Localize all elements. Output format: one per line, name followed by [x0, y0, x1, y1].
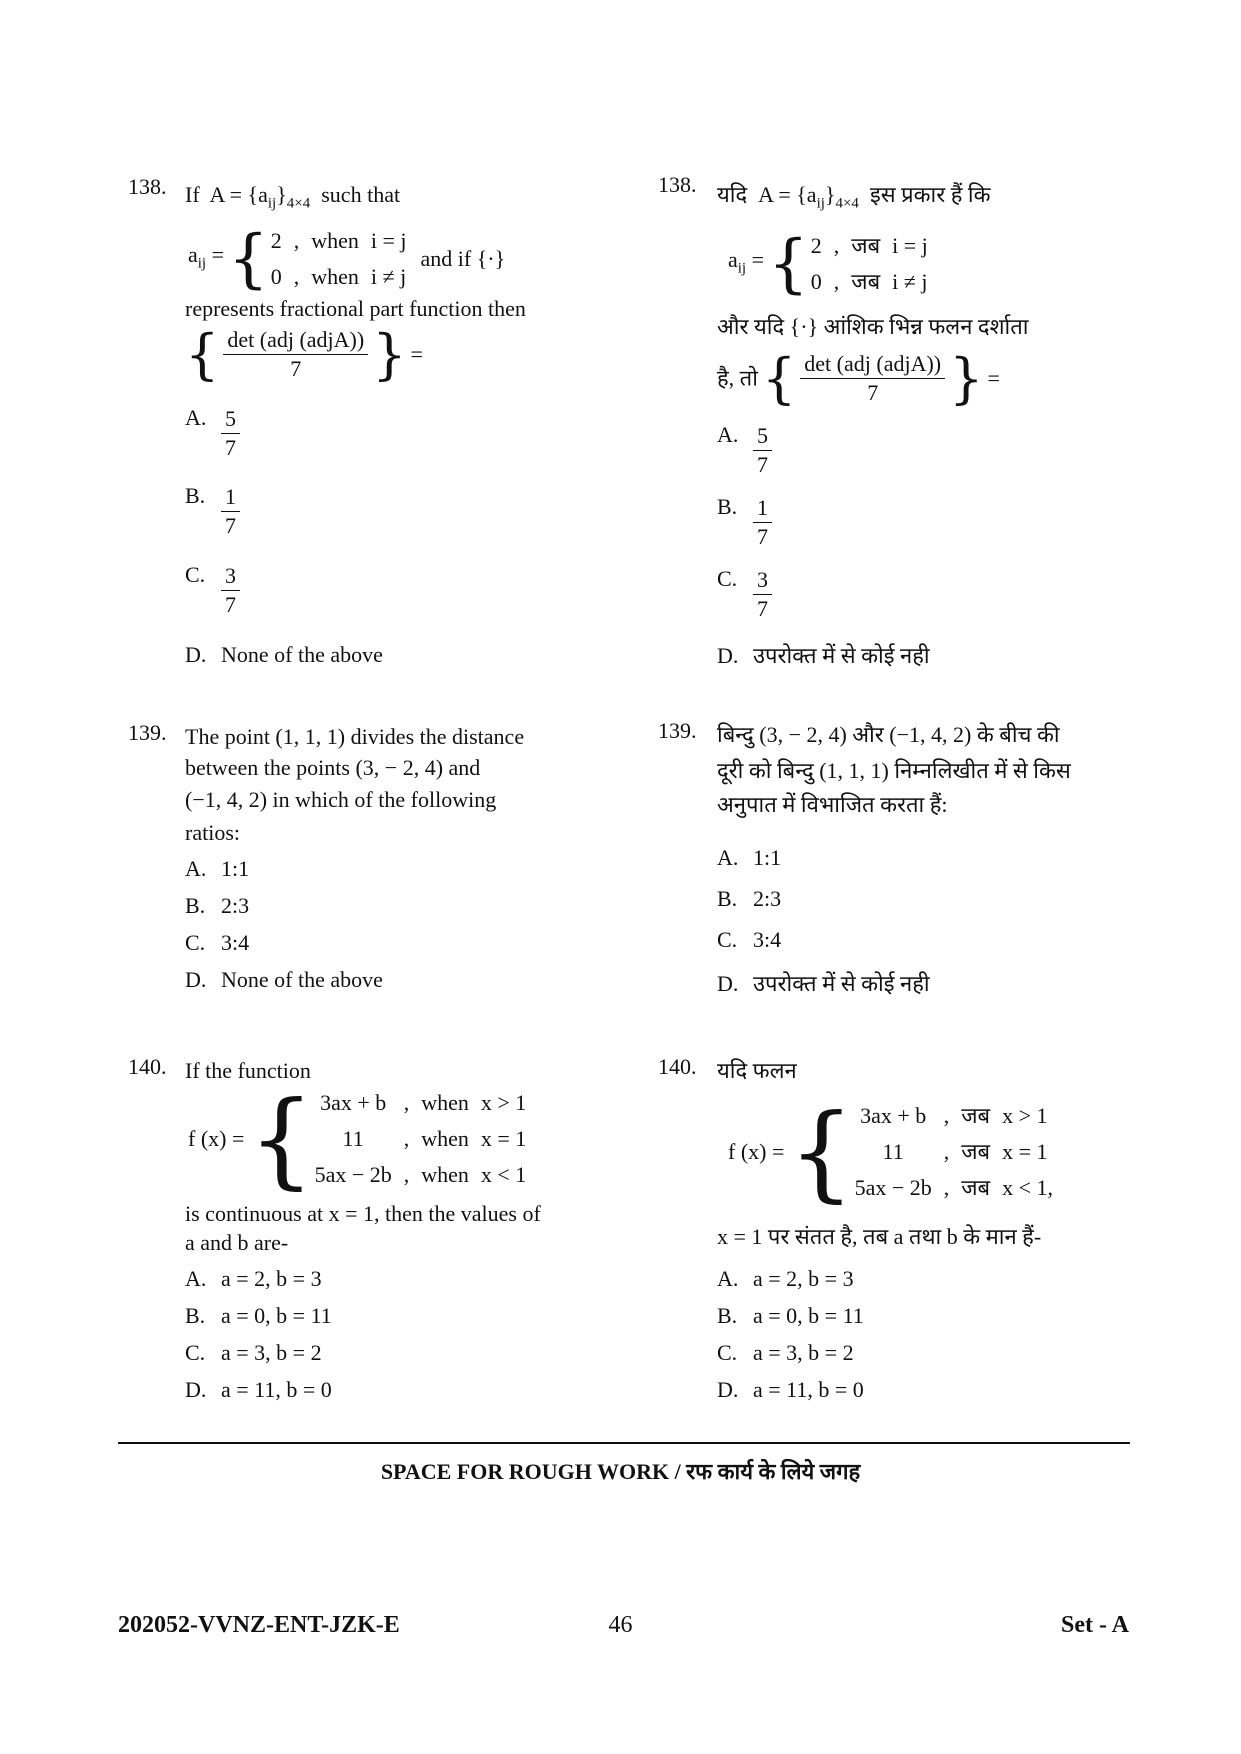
option-label: D. — [717, 971, 739, 996]
divider — [118, 1442, 1130, 1444]
subscript: ij — [197, 255, 207, 272]
option-text: 2:3 — [753, 886, 782, 911]
q140-hi-intro: यदि फलन — [717, 1058, 797, 1083]
option-text: उपरोक्त में से कोई नही — [753, 643, 930, 668]
option-d — [185, 967, 383, 993]
option-text: 1:1 — [221, 856, 250, 881]
option-c — [717, 927, 781, 953]
option-label: B. — [185, 483, 206, 508]
q139-en-line3: (−1, 4, 2) in which of the following — [185, 787, 497, 812]
text: } — [276, 182, 287, 207]
text: है, तो — [717, 365, 758, 391]
option-d — [717, 968, 930, 998]
left-brace: { — [768, 227, 809, 301]
option-d — [185, 1377, 332, 1403]
case-comma: , — [943, 1175, 950, 1200]
left-brace: { — [185, 322, 220, 386]
option-c — [185, 562, 240, 619]
denominator: 7 — [225, 513, 236, 538]
question-number: 139. — [128, 720, 167, 745]
option-text: a = 0, b = 11 — [753, 1303, 864, 1328]
case-cond: i = j — [892, 233, 928, 258]
option-c — [717, 1340, 854, 1366]
q140-en-intro: If the function — [185, 1058, 311, 1083]
q140-hi-piecewise — [728, 1091, 1063, 1213]
q140-en-piecewise — [188, 1078, 536, 1200]
option-a — [717, 422, 772, 479]
option-b — [185, 483, 240, 540]
option-label: B. — [717, 494, 738, 519]
option-d — [717, 640, 930, 670]
case-expr: 11 — [342, 1126, 364, 1151]
case-cond: x < 1 — [480, 1162, 527, 1187]
option-text: a = 0, b = 11 — [221, 1303, 332, 1328]
option-b — [185, 893, 249, 919]
cases-table: 2 , जब i = j 0 , जब i ≠ j — [809, 228, 938, 300]
numerator: 1 — [221, 483, 240, 512]
option-b — [717, 494, 772, 551]
option-label: D. — [717, 1377, 739, 1402]
fraction — [223, 326, 368, 383]
footer-code: 202052-VVNZ-ENT-JZK-E — [118, 1612, 400, 1638]
option-text: a = 3, b = 2 — [221, 1340, 322, 1365]
numerator: det (adj (adjA)) — [223, 326, 368, 355]
option-a — [185, 1266, 322, 1292]
option-label: C. — [185, 1340, 206, 1365]
option-label: B. — [185, 1303, 206, 1328]
q138-en-piecewise: $a_{ij}$ = { 2 , when i = j 0 , when i ≠ j and if {·} — [188, 222, 506, 296]
numerator: 1 — [753, 494, 772, 523]
text: {a — [247, 182, 268, 207]
option-c — [185, 930, 249, 956]
option-label: A. — [185, 405, 207, 430]
subscript: ij — [816, 195, 825, 212]
case-word: जब — [961, 1139, 991, 1164]
option-label: C. — [717, 1340, 738, 1365]
option-text: a = 11, b = 0 — [221, 1377, 332, 1402]
option-text: 3:4 — [753, 927, 782, 952]
option-a — [185, 405, 240, 462]
option-a — [717, 1266, 854, 1292]
case-comma: , — [403, 1162, 410, 1187]
numerator: 5 — [221, 405, 240, 434]
option-label: B. — [717, 886, 738, 911]
cases-table — [313, 1085, 537, 1193]
case-expr: 11 — [882, 1139, 904, 1164]
option-b — [185, 1303, 332, 1329]
case-value: 2 — [270, 228, 282, 253]
q139-hi-line1: बिन्दु (3, − 2, 4) और (−1, 4, 2) के बीच की — [717, 722, 1060, 747]
option-d — [717, 1377, 864, 1403]
case-cond: x = 1 — [480, 1126, 527, 1151]
case-expr: 3ax + b — [320, 1090, 387, 1115]
numerator: 3 — [753, 566, 772, 595]
option-text: 2:3 — [221, 893, 250, 918]
case-word: when — [311, 264, 359, 289]
denominator: 7 — [757, 452, 768, 477]
text: and if {·} — [420, 246, 506, 271]
text: यदि — [717, 182, 748, 207]
q138-hi-piecewise: $a_{ij}$ = { 2 , जब i = j 0 , जब i ≠ j — [728, 228, 938, 300]
option-text: 3:4 — [221, 930, 250, 955]
text: इस प्रकार हैं कि — [869, 182, 991, 207]
case-cond: x = 1 — [1002, 1139, 1048, 1164]
option-label: D. — [185, 967, 207, 992]
text: f (x) = — [728, 1139, 785, 1164]
left-brace: { — [788, 1091, 855, 1213]
numerator: 5 — [753, 422, 772, 451]
denominator: 7 — [757, 596, 768, 621]
q139-en-line2: between the points (3, − 2, 4) and — [185, 755, 481, 780]
subscript: ij — [737, 260, 747, 277]
left-brace: { — [761, 346, 797, 410]
case-word: when — [421, 1126, 469, 1151]
q139-en-line1: The point (1, 1, 1) divides the distance — [185, 724, 525, 749]
option-label: B. — [717, 1303, 738, 1328]
question-number: 140. — [658, 1054, 697, 1079]
question-number: 138. — [658, 172, 697, 197]
numerator: det (adj (adjA)) — [800, 350, 945, 379]
q139-hi-line3: अनुपात में विभाजित करता हैं: — [717, 792, 948, 817]
footer-set: Set - A — [1061, 1612, 1129, 1638]
q138-hi-line2: और यदि {·} आंशिक भिन्न फलन दर्शाता — [717, 314, 1029, 339]
page-number: 46 — [608, 1612, 633, 1638]
denominator: 7 — [867, 380, 879, 405]
q138-en-represents: represents fractional part function then — [185, 296, 526, 321]
text: A = — [758, 182, 791, 207]
case-comma: , — [943, 1139, 950, 1164]
q139-en-line4: ratios: — [185, 820, 240, 845]
option-label: B. — [185, 893, 206, 918]
case-word: when — [421, 1090, 469, 1115]
denominator: 7 — [290, 356, 302, 381]
option-label: C. — [717, 927, 738, 952]
text: a — [728, 246, 738, 272]
text: = — [987, 365, 1000, 391]
case-cond: x > 1 — [1002, 1103, 1048, 1128]
option-text: a = 11, b = 0 — [753, 1377, 864, 1402]
cases-table: 2 , when i = j 0 , when i ≠ j — [269, 223, 417, 295]
option-text: 1:1 — [753, 845, 782, 870]
option-text: a = 2, b = 3 — [221, 1266, 322, 1291]
text: such that — [321, 182, 401, 207]
case-word: when — [421, 1162, 469, 1187]
right-brace: } — [949, 346, 984, 410]
q140-en-after2: a and b are- — [185, 1230, 289, 1255]
text: a — [188, 241, 198, 267]
subscript: 4×4 — [835, 195, 859, 212]
text: A = — [209, 182, 243, 207]
option-c — [717, 566, 772, 623]
text: If — [185, 182, 200, 207]
option-label: D. — [185, 1377, 207, 1402]
option-text: a = 3, b = 2 — [753, 1340, 854, 1365]
case-comma: , — [403, 1090, 410, 1115]
option-label: C. — [185, 562, 206, 587]
option-d — [185, 642, 383, 668]
case-word: when — [311, 228, 359, 253]
q138-en-expression — [185, 322, 423, 386]
option-label: A. — [185, 1266, 207, 1291]
denominator: 7 — [225, 435, 236, 460]
option-label: A. — [717, 422, 739, 447]
fraction — [800, 350, 945, 407]
question-number: 140. — [128, 1054, 167, 1079]
case-value: 2 — [810, 233, 822, 258]
case-cond: i ≠ j — [892, 269, 928, 294]
option-text: None of the above — [221, 642, 383, 667]
option-c — [185, 1340, 322, 1366]
case-cond: x > 1 — [480, 1090, 527, 1115]
q138-en-intro — [185, 180, 400, 218]
case-word: जब — [851, 269, 881, 294]
q139-hi-line2: दूरी को बिन्दु (1, 1, 1) निम्नलिखीत में से किस — [717, 758, 1071, 783]
text: f (x) = — [188, 1126, 245, 1151]
option-a — [717, 845, 781, 871]
left-brace: { — [248, 1078, 315, 1200]
rough-work-heading: SPACE FOR ROUGH WORK / रफ कार्य के लिये जगह — [380, 1459, 861, 1484]
option-text: उपरोक्त में से कोई नही — [753, 971, 930, 996]
case-word: जब — [961, 1175, 991, 1200]
option-label: C. — [717, 566, 738, 591]
subscript: 4×4 — [286, 195, 311, 212]
case-word: जब — [851, 233, 881, 258]
option-a — [185, 856, 249, 882]
right-brace: } — [372, 322, 407, 386]
question-number: 139. — [658, 718, 697, 743]
denominator: 7 — [757, 524, 768, 549]
text: } — [824, 182, 836, 207]
case-comma: , — [403, 1126, 410, 1151]
case-expr: 5ax − 2b — [854, 1175, 932, 1200]
case-cond: x < 1, — [1002, 1175, 1054, 1200]
option-label: A. — [185, 856, 207, 881]
left-brace: { — [228, 222, 269, 296]
case-expr: 5ax − 2b — [314, 1162, 392, 1187]
option-label: D. — [717, 643, 739, 668]
case-comma: , — [943, 1103, 950, 1128]
cases-table — [853, 1098, 1063, 1206]
case-word: जब — [961, 1103, 991, 1128]
q140-hi-after: x = 1 पर संतत है, तब a तथा b के मान हैं- — [717, 1224, 1042, 1249]
case-expr: 3ax + b — [860, 1103, 927, 1128]
q140-en-after1: is continuous at x = 1, then the values of — [185, 1201, 541, 1226]
case-cond: i = j — [370, 228, 407, 253]
q138-hi-intro — [717, 180, 991, 218]
text: {a — [796, 182, 817, 207]
option-label: D. — [185, 642, 207, 667]
option-b — [717, 1303, 864, 1329]
case-value: 0 — [270, 264, 282, 289]
option-text: a = 2, b = 3 — [753, 1266, 854, 1291]
q138-hi-expression — [717, 346, 1000, 410]
option-label: A. — [717, 1266, 739, 1291]
numerator: 3 — [221, 562, 240, 591]
denominator: 7 — [225, 592, 236, 617]
text: = — [410, 341, 423, 367]
question-number: 138. — [128, 174, 167, 199]
option-label: C. — [185, 930, 206, 955]
option-label: A. — [717, 845, 739, 870]
subscript: ij — [267, 195, 277, 212]
case-value: 0 — [810, 269, 822, 294]
option-text: None of the above — [221, 967, 383, 992]
option-b — [717, 886, 781, 912]
case-cond: i ≠ j — [370, 264, 407, 289]
